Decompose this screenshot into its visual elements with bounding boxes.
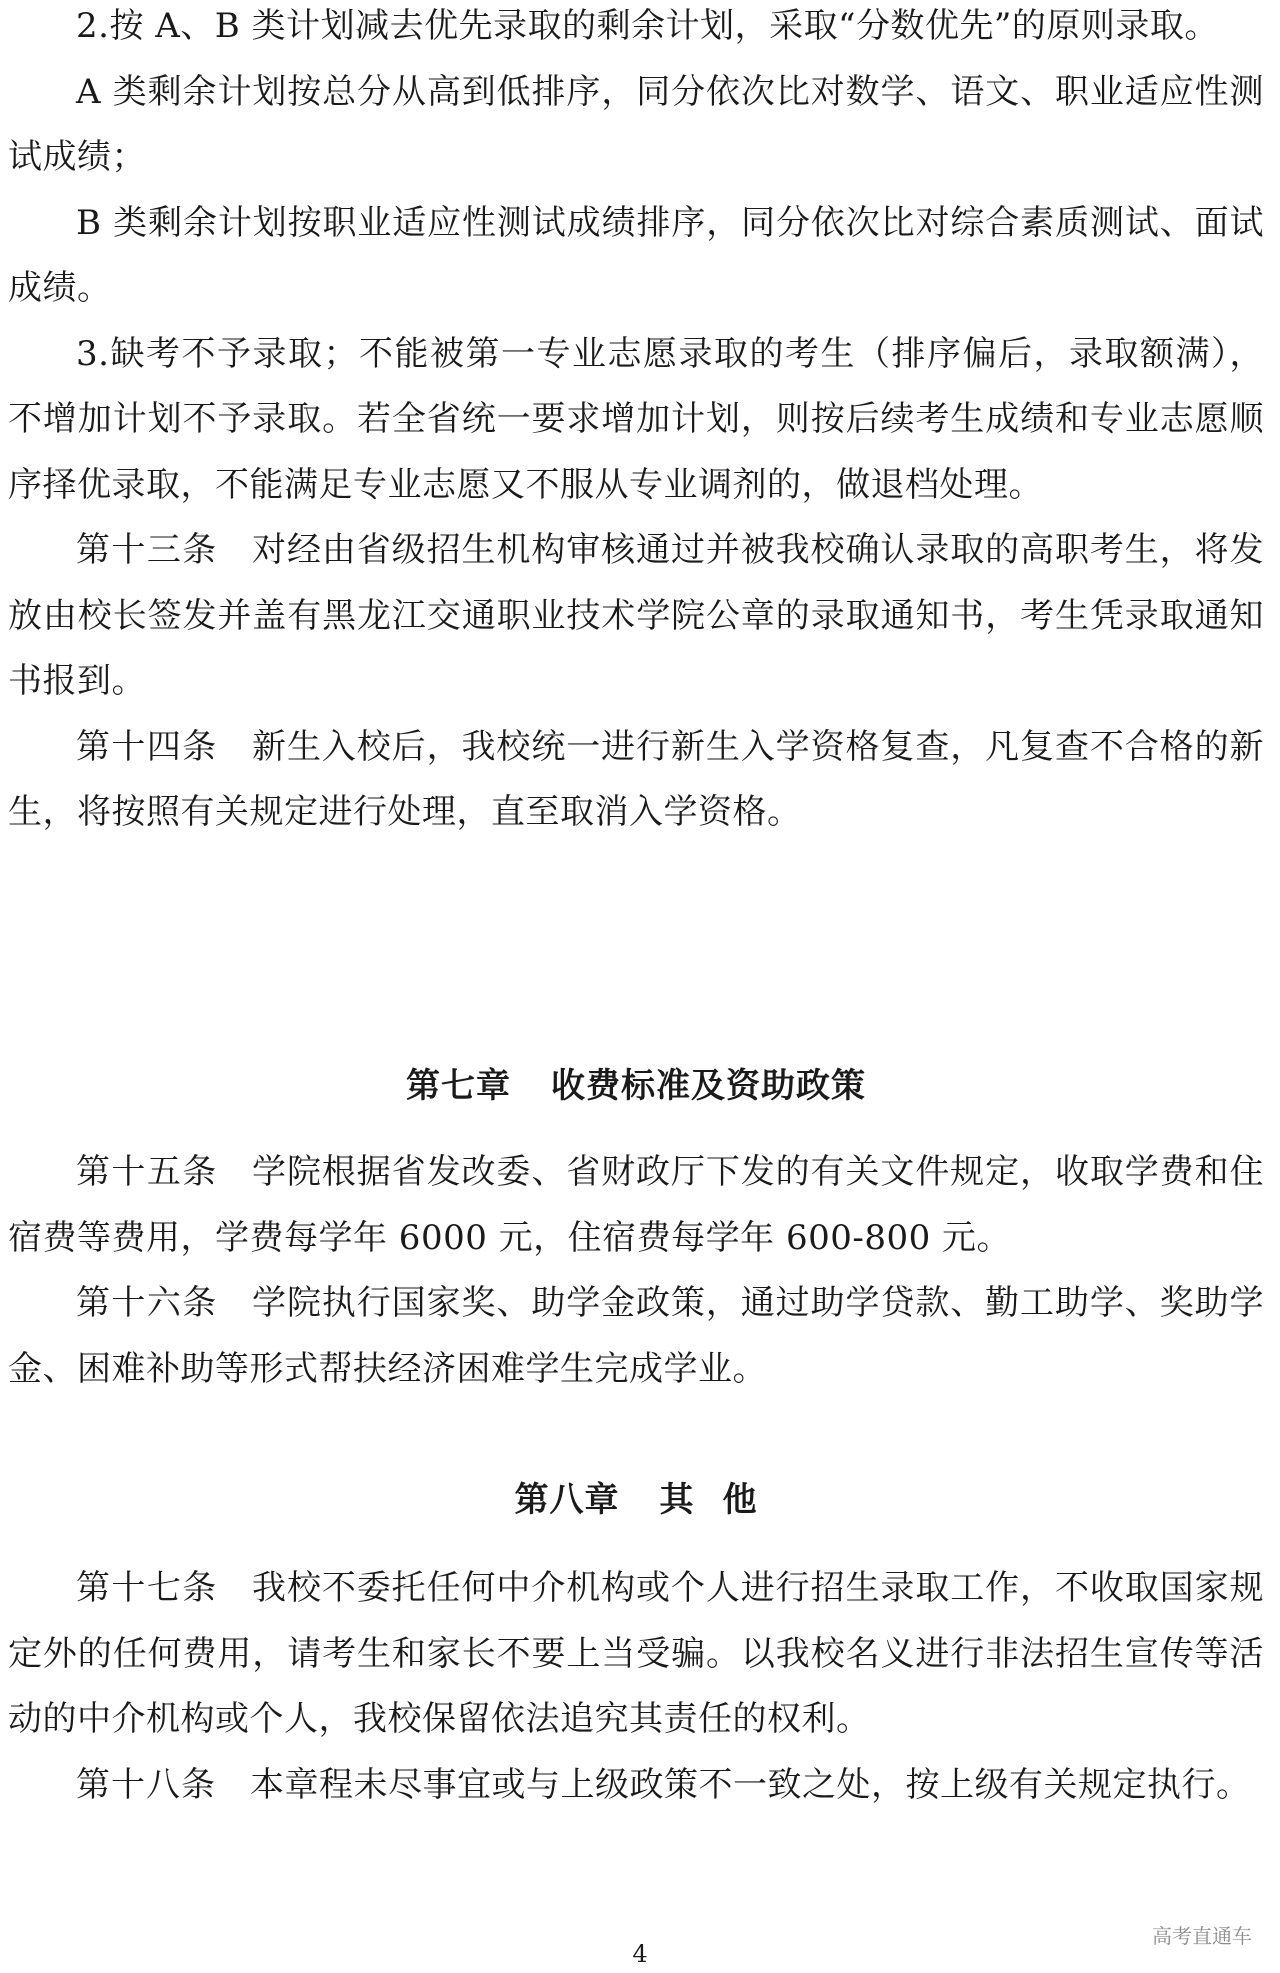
item-3-paragraph: 3.缺考不予录取；不能被第一专业志愿录取的考生（排序偏后，录取额满），不增加计划不予录取。若全省统一要求增加计划，则按后续考生成绩和专业志愿顺序择优录取，不能满足专业志愿又不服从专业调剂的，做退档处理。 — [8, 333, 1264, 505]
chapter-8-title-char-1: 其 — [659, 1480, 695, 1520]
article-17-text: 我校不委托任何中介机构或个人进行招生录取工作，不收取国家规定外的任何费用，请考生和家长不要上当受骗。以我校名义进行非法招生宣传等活动的中介机构或个人，我校保留依法追究其责任的权利。 — [8, 1568, 1265, 1739]
article-13-text: 对经由省级招生机构审核通过并被我校确认录取的高职考生，将发放由校长签发并盖有黑龙江交通职业技术学院公章的录取通知书，考生凭录取通知书报到。 — [8, 530, 1265, 701]
item-2-a-paragraph: A 类剩余计划按总分从高到低排序，同分依次比对数学、语文、职业适应性测试成绩； — [8, 71, 1264, 177]
chapter-7-number: 第七章 — [406, 1066, 511, 1106]
article-17 — [8, 1556, 1264, 1753]
article-13-label: 第十三条 — [76, 530, 218, 570]
chapter-8-body — [8, 1556, 1264, 1818]
chapter-7-heading — [8, 1054, 1264, 1120]
article-17-label: 第十七条 — [76, 1568, 218, 1608]
article-18-label: 第十八条 — [76, 1764, 216, 1805]
article-16-text: 学院执行国家奖、助学金政策，通过助学贷款、勤工助学、奖助学金、困难补助等形式帮扶经济困难学生完成学业。 — [8, 1283, 1265, 1389]
article-15-label: 第十五条 — [76, 1152, 218, 1192]
chapter-8-number: 第八章 — [514, 1480, 620, 1520]
article-14-label: 第十四条 — [76, 726, 218, 767]
article-16 — [8, 1271, 1264, 1402]
chapter-8-heading — [8, 1468, 1264, 1534]
article-14 — [8, 715, 1264, 846]
article-14-text: 新生入校后，我校统一进行新生入学资格复查，凡复查不合格的新生，将按照有关规定进行处理，直至取消入学资格。 — [8, 726, 1265, 832]
article-15-text: 学院根据省发改委、省财政厅下发的有关文件规定，收取学费和住宿费等费用，学费每学年 6000 元，住宿费每学年 600-800 元。 — [8, 1152, 1265, 1258]
article-15 — [8, 1140, 1264, 1271]
chapter-8-title-char-2: 他 — [722, 1480, 758, 1520]
page-number: 4 — [632, 1940, 648, 1968]
source-watermark: 高考直通车 — [1152, 1924, 1252, 1948]
article-18-text: 本章程未尽事宜或与上级政策不一致之处，按上级有关规定执行。 — [250, 1764, 1251, 1805]
chapter-7-title: 收费标准及资助政策 — [551, 1066, 866, 1106]
item-2-b-paragraph: B 类剩余计划按职业适应性测试成绩排序，同分依次比对综合素质测试、面试成绩。 — [8, 202, 1264, 308]
chapter-7-body — [8, 1140, 1264, 1402]
article-18 — [8, 1753, 1264, 1819]
article-13 — [8, 518, 1264, 715]
article-16-label: 第十六条 — [76, 1283, 218, 1323]
previous-chapter-continuation — [8, 0, 1264, 846]
item-2-paragraph: 2.按 A、B 类计划减去优先录取的剩余计划，采取“分数优先”的原则录取。 — [76, 6, 1219, 46]
